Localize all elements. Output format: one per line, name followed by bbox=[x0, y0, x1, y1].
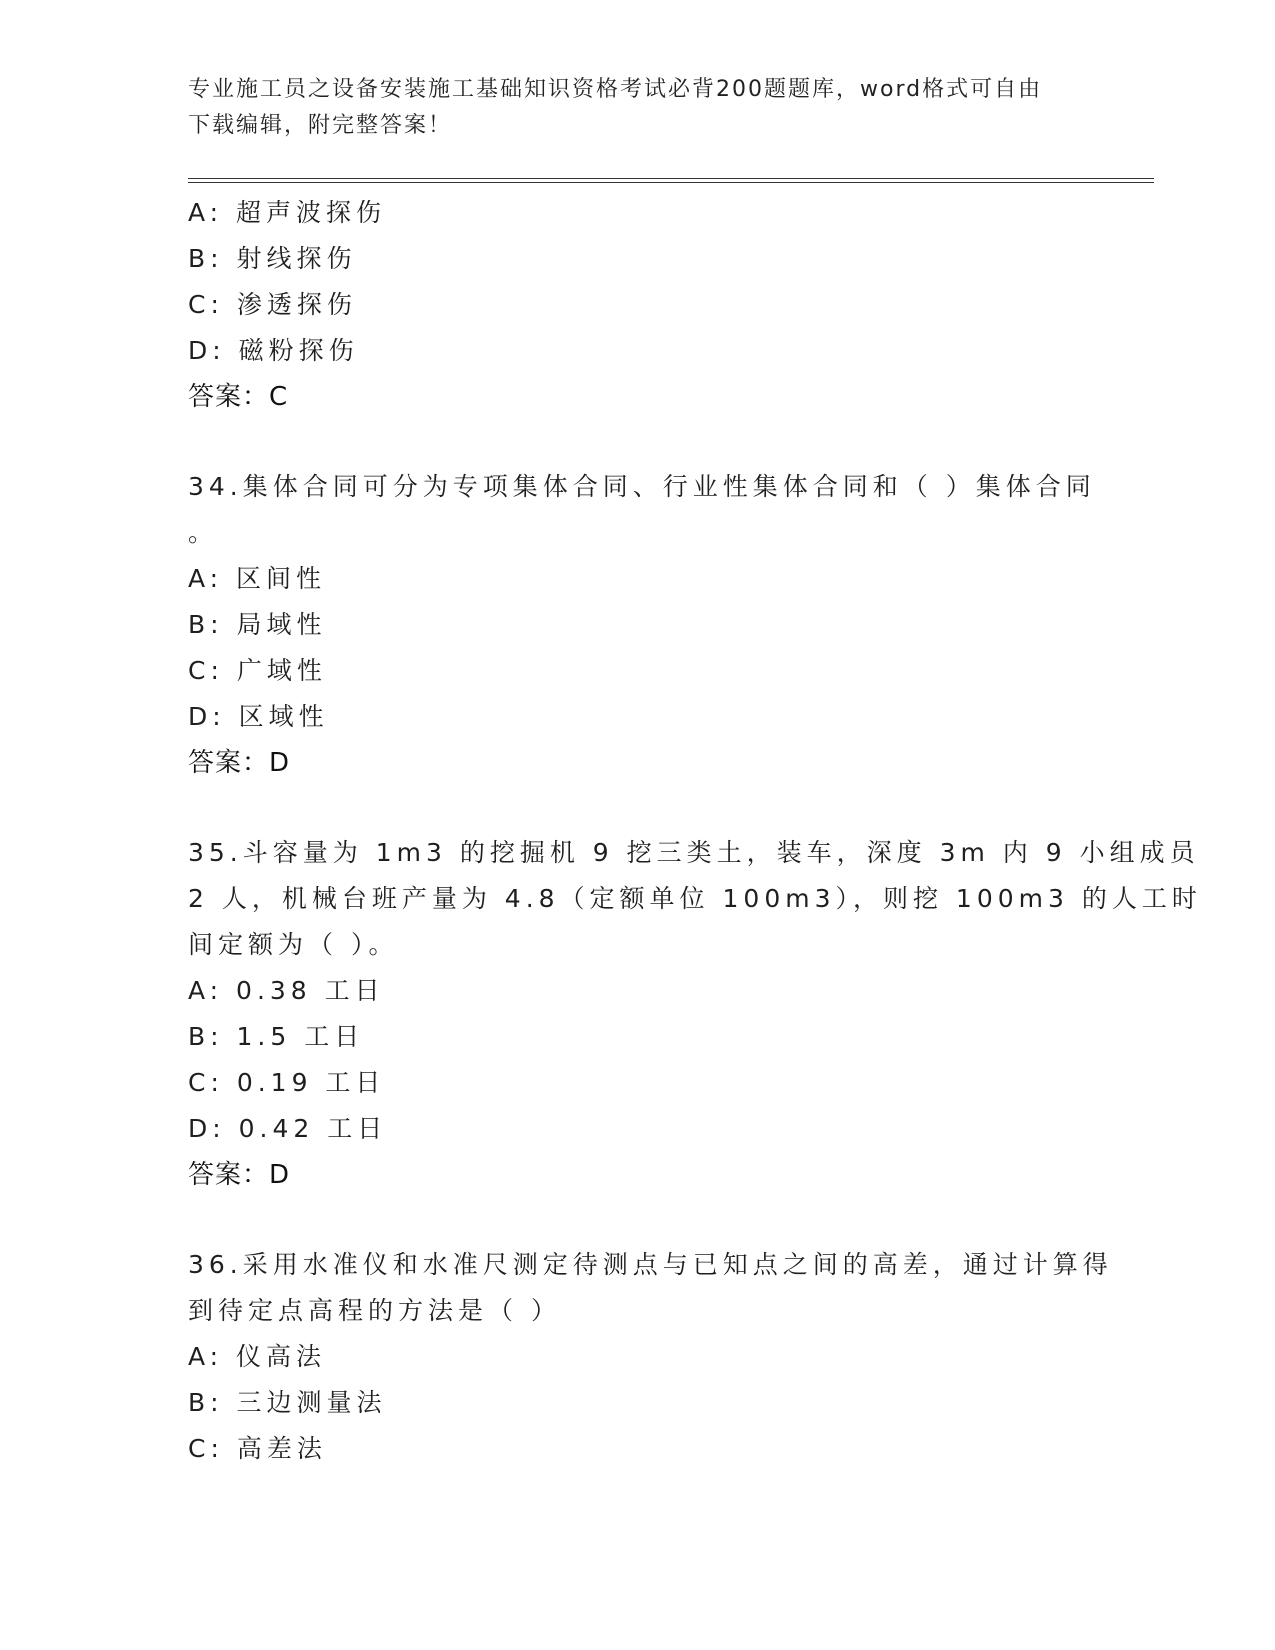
spacer bbox=[188, 786, 1088, 830]
question-stem-line: 35.斗容量为 1m3 的挖掘机 9 挖三类土，装车，深度 3m 内 9 小组成员 bbox=[188, 838, 1200, 867]
question-stem-line: 34.集体合同可分为专项集体合同、行业性集体合同和（ ）集体合同 bbox=[188, 472, 1096, 501]
option-a: A: 0.38 工日 bbox=[188, 976, 385, 1005]
question-stem-line: 间定额为（ ）。 bbox=[188, 930, 399, 959]
option-c: C: 0.19 工日 bbox=[188, 1068, 386, 1097]
option-d: D: 区域性 bbox=[188, 702, 329, 731]
option-b: B: 三边测量法 bbox=[188, 1388, 387, 1417]
option-a: A: 超声波探伤 bbox=[188, 198, 387, 227]
option-a: A: 仪高法 bbox=[188, 1342, 327, 1371]
question-stem-line: 36.采用水准仪和水准尺测定待测点与已知点之间的高差，通过计算得 bbox=[188, 1250, 1113, 1279]
question-33 bbox=[188, 190, 1088, 420]
answer: 答案：D bbox=[188, 748, 291, 778]
question-list bbox=[188, 190, 1202, 1472]
document-header bbox=[188, 72, 1068, 144]
option-b: B: 1.5 工日 bbox=[188, 1022, 365, 1051]
spacer bbox=[188, 420, 1088, 464]
option-c: C: 渗透探伤 bbox=[188, 290, 357, 319]
option-c: C: 广域性 bbox=[188, 656, 327, 685]
option-b: B: 局域性 bbox=[188, 610, 327, 639]
question-34 bbox=[188, 464, 1096, 786]
header-divider bbox=[188, 178, 1154, 183]
option-c: C: 高差法 bbox=[188, 1434, 327, 1463]
spacer bbox=[188, 1198, 1088, 1242]
option-b: B: 射线探伤 bbox=[188, 244, 357, 273]
option-d: D: 磁粉探伤 bbox=[188, 336, 359, 365]
header-line-2: 下载编辑，附完整答案！ bbox=[188, 113, 453, 138]
answer: 答案：C bbox=[188, 382, 289, 412]
question-stem-line: 。 bbox=[188, 518, 219, 547]
question-35 bbox=[188, 830, 1202, 1198]
answer: 答案：D bbox=[188, 1160, 291, 1190]
header-line-1: 专业施工员之设备安装施工基础知识资格考试必背200题题库，word格式可自由 bbox=[188, 77, 1043, 102]
option-a: A: 区间性 bbox=[188, 564, 327, 593]
option-d: D: 0.42 工日 bbox=[188, 1114, 388, 1143]
question-stem-line: 到待定点高程的方法是（ ） bbox=[188, 1296, 561, 1325]
question-stem-line: 2 人，机械台班产量为 4.8（定额单位 100m3），则挖 100m3 的人工时 bbox=[188, 884, 1202, 913]
question-36 bbox=[188, 1242, 1113, 1472]
